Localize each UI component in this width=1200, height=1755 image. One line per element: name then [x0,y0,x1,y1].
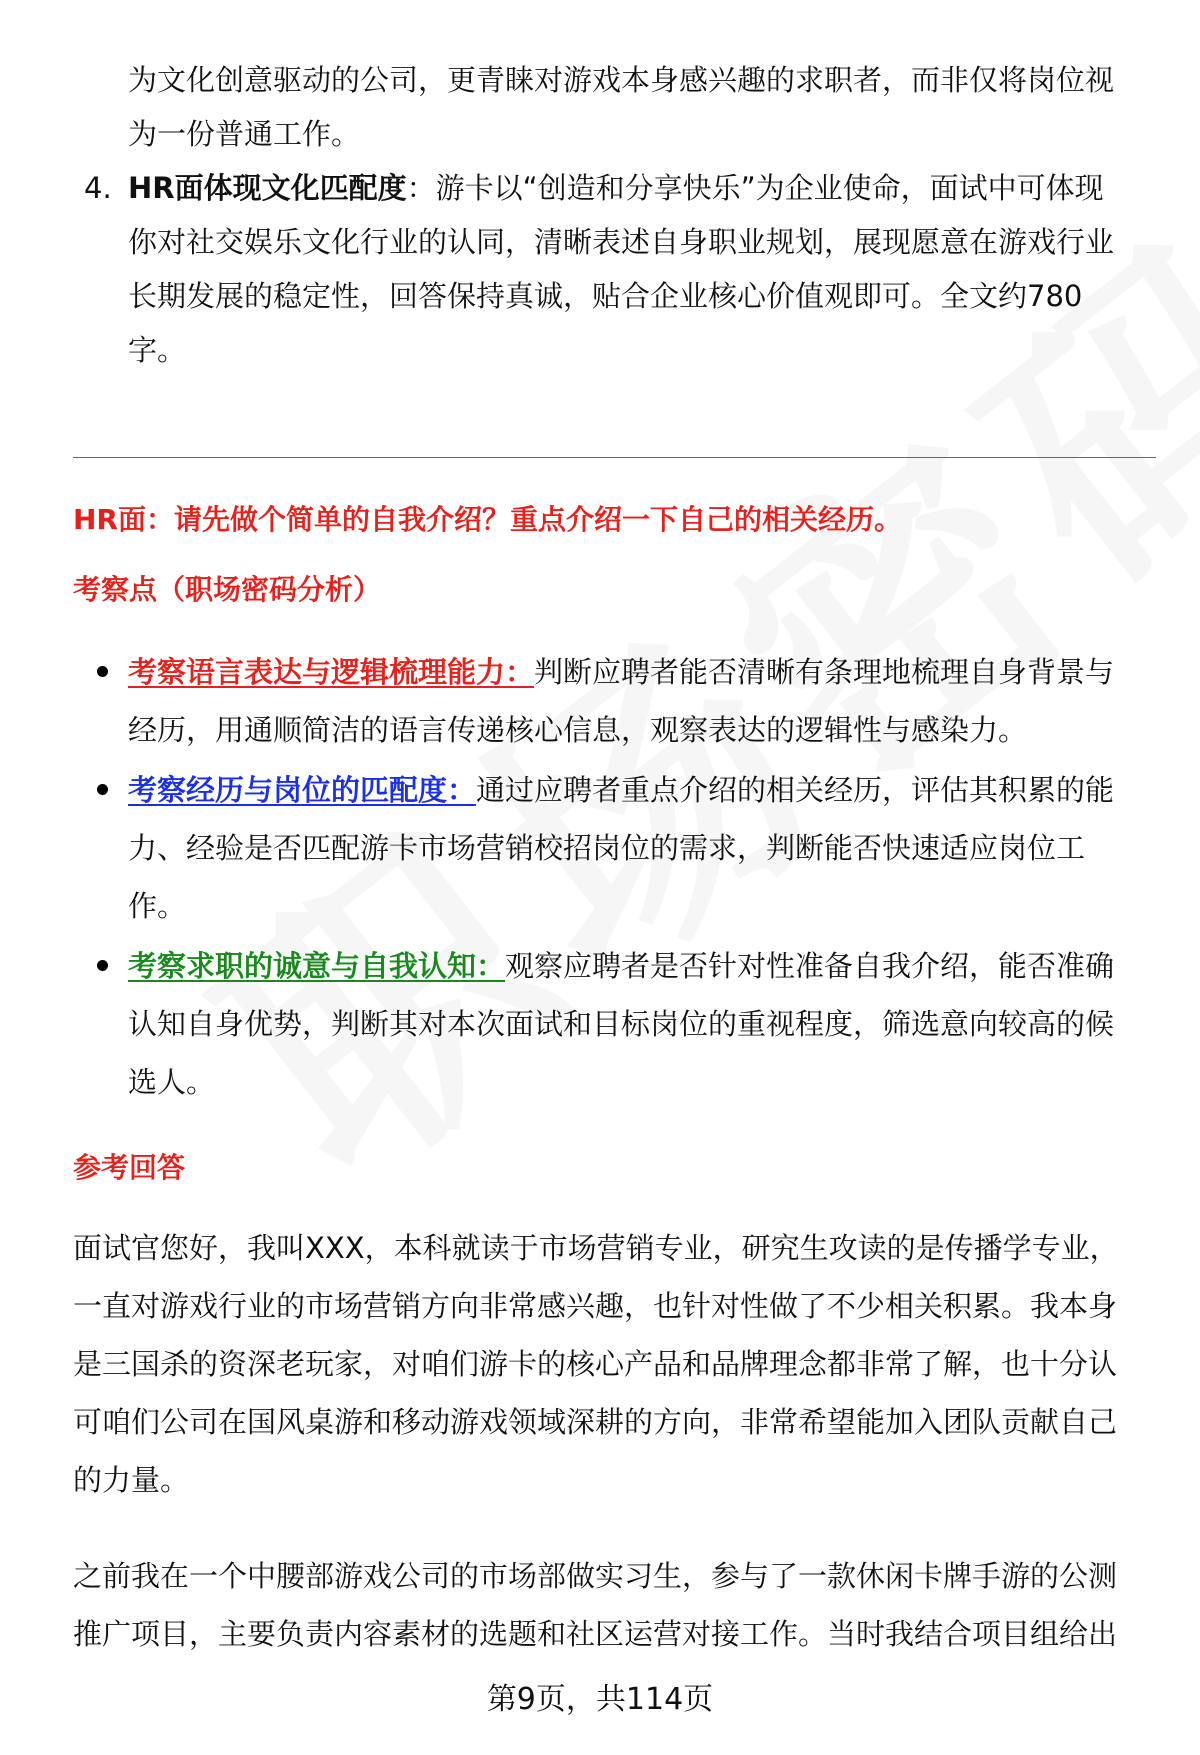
bullet-keyword: 考察语言表达与逻辑梳理能力： [128,655,535,689]
bullet-line [128,948,1114,984]
bullet-icon [97,666,108,677]
page-footer: 第9页，共114页 [486,1682,714,1717]
continuation-line: 为文化创意驱动的公司，更青睐对游戏本身感兴趣的求职者，而非仅将岗位视 [128,63,1115,97]
answer-line: 面试官您好，我叫XXX，本科就读于市场营销专业，研究生攻读的是传播学专业， [73,1231,1119,1265]
bullet-keyword: 考察求职的诚意与自我认知： [128,949,506,983]
list-item-line: 你对社交娱乐文化行业的认同，清晰表述自身职业规划，展现愿意在游戏行业 [128,225,1115,259]
bullet-icon [97,960,108,971]
answer-line: 可咱们公司在国风桌游和移动游戏领域深耕的方向，非常希望能加入团队贡献自己 [73,1405,1118,1439]
bullet-text: 判断应聘者能否清晰有条理地梳理自身背景与 [534,655,1115,689]
list-number: 4. [84,171,112,205]
bullet-line [128,654,1114,690]
bullet-line [128,772,1114,808]
analysis-heading: 考察点（职场密码分析） [73,573,382,606]
answer-line: 之前我在一个中腰部游戏公司的市场部做实习生，参与了一款休闲卡牌手游的公测 [73,1559,1118,1593]
bullet-text: 通过应聘者重点介绍的相关经历，评估其积累的能 [476,773,1115,807]
bullet-line: 经历，用通顺简洁的语言传递核心信息，观察表达的逻辑性与感染力。 [128,713,1028,747]
bullet-text: 观察应聘者是否针对性准备自我介绍，能否准确 [505,949,1115,983]
answer-line: 一直对游戏行业的市场营销方向非常感兴趣，也针对性做了不少相关积累。我本身 [73,1289,1118,1323]
list-item-line: 长期发展的稳定性，回答保持真诚，贴合企业核心价值观即可。全文约780 [128,279,1083,313]
answer-line: 是三国杀的资深老玩家，对咱们游卡的核心产品和品牌理念都非常了解，也十分认 [73,1347,1118,1381]
bullet-icon [97,784,108,795]
list-item-line [128,170,1104,206]
bullet-keyword: 考察经历与岗位的匹配度： [128,773,477,807]
bullet-line: 选人。 [128,1065,216,1099]
bullet-line: 作。 [128,889,187,923]
section-divider [73,457,1156,458]
list-item-text: ：游卡以“创造和分享快乐”为企业使命，面试中可体现 [406,171,1104,205]
bullet-line: 认知自身优势，判断其对本次面试和目标岗位的重视程度，筛选意向较高的候 [128,1007,1115,1041]
answer-heading: 参考回答 [73,1151,186,1184]
bullet-line: 力、经验是否匹配游卡市场营销校招岗位的需求，判断能否快速适应岗位工 [128,831,1086,865]
answer-line: 的力量。 [73,1463,190,1497]
list-item-title: HR面体现文化匹配度 [128,171,407,205]
list-item-line: 字。 [128,333,187,367]
answer-line: 推广项目，主要负责内容素材的选题和社区运营对接工作。当时我结合项目组给出 [73,1617,1118,1651]
continuation-line: 为一份普通工作。 [128,117,361,151]
question-heading: HR面：请先做个简单的自我介绍？重点介绍一下自己的相关经历。 [73,503,902,536]
